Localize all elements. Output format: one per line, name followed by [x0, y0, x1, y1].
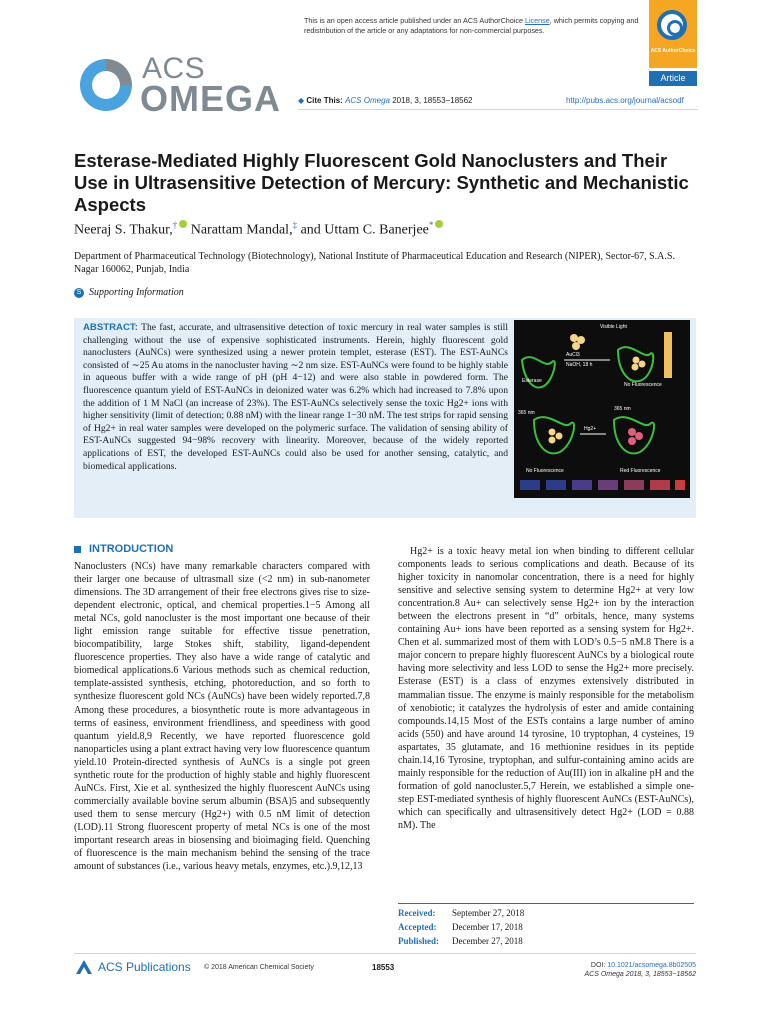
toc-aucl-label: AuCl3	[566, 352, 580, 358]
section-marker-icon	[74, 546, 81, 553]
intro-column-right: Hg2+ is a toxic heavy metal ion when binding to different cellular components leads to serious complications and death. Because of its higher toxicity in nanomolar concentration, there is a need for highly sensitive and selective sensing system to determine Hg2+ at very low concentration.8 Au+ can selectively sense Hg2+ ion by the interaction between the electrons present in “d” orbitals, hence, many systems containing Au+ ions have been reported as a sensing system for Hg2+. Chen et al. summarized most of them with LOD’s 0.5−5 nM.8 There is a major concern to prepare highly fluorescent AuNCs by a biological route having more selectivity and less LOD to sense the Hg2+ more precisely. Esterase (EST) is a class of enzymes extensively distributed in mammalian tissue. The enzyme is mainly responsible for the metabolism of xenobiotic; it catalyzes the hydrolysis of ester and amide containing compounds.14,15 Most of the ESTs contains a large number of amino acids (550) and have around 14 tyrosine, 10 tryptophan, 4 cysteines, 19 aspartates, 35 glutamate, and 16 methionine residues in its peptide chain.14,16 Tyrosine, tryptophan, and sulfur-containing amino acids are mainly responsible for the reduction of Au(III) ion in alkaline pH and the formation of gold nanocluster.5,7 Herein, we established a simple one-step EST-mediated synthesis of highly fluorescent AuNCs (EST-AuNCs), which can specifically and ultrasensitively detect Hg2+ (LOD = 0.88 nM). The	[398, 546, 694, 831]
cite-icon: ◆	[298, 96, 307, 105]
orcid-icon[interactable]	[179, 220, 187, 228]
license-notice: This is an open access article published under an ACS AuthorChoice License, which permits copying and redistribution of the article or any adaptations for non-commercial purposes.	[304, 16, 639, 35]
doi-info: DOI: 10.1021/acsomega.8b02505 ACS Omega 2018, 3, 18553−18562	[584, 962, 696, 978]
page-number: 18553	[372, 963, 395, 972]
toc-au-atom	[570, 334, 578, 342]
toc-365-right: 365 nm	[614, 406, 631, 412]
toc-esterase-label: Esterase	[522, 378, 542, 384]
intro-column-left: Nanoclusters (NCs) have many remarkable characters compared with their larger one because of ultrasmall size (<2 nm) in sub-nanometer dimensions. The 3D arrangement of their free electrons gives rise to size-dependent electronic, optical, and chemical properties.1−5 Among all metal NCs, gold nanocluster is the most important one because of their light emission range suitable for effective tissue penetration, biocompatibility, large Stokes shift, stability, ligand-dependent fluorescence properties. They also have a wide range of catalytic and biomedical applications.6 Various methods such as chemical reduction, template-assisted synthesis, etching, photoreduction, and so forth to synthesize fluorescent gold NCs (AuNCs) have been widely reported.7,8 Among these procedures, a biosynthetic route is more advantageous in terms of easiness, environment friendliness, and speediness with good quantum yield.8,9 Recently, we have reported fluorescence gold nanoparticles using a plant extract having very low fluorescence quantum yield.10 Protein-directed synthesis of AuNCs is a single pot green synthetic route for the production of highly stable and highly fluorescent AuNCs. First, Xie et al. synthesized the highly fluorescent AuNCs using commercially available bovine serum albumin (BSA)5 and subsequently used them to sense mercury (Hg2+) with 0.5 nM limit of detection (LOD).11 Strong fluorescent property of metal NCs is one of the most important research areas in biosensing and bioimaging field. Quenching of fluorescence is the main mechanism behind the sensing of the trace amount of substances (i.e., various heavy metals, enzymes, etc.).9,12,13	[74, 561, 370, 873]
author-name[interactable]: and Uttam C. Banerjee	[300, 222, 429, 238]
author-name[interactable]: Narattam Mandal,	[190, 222, 293, 238]
journal-url[interactable]: http://pubs.acs.org/journal/acsodf	[566, 96, 684, 105]
toc-365-left: 365 nm	[518, 410, 535, 416]
orcid-icon[interactable]	[435, 220, 443, 228]
toc-red-fluor: Red Fluorescence	[620, 468, 661, 474]
toc-naoh-label: NaOH, 18 h	[566, 362, 593, 368]
abstract-text: ABSTRACT: The fast, accurate, and ultrasensitive detection of toxic mercury in real water samples is still challenging without the use of expensive sophisticated instruments. Herein, highly fluorescent gold nanoclusters (AuNCs) were synthesized using a newer protein templet, esterase (EST). The EST-AuNCs consisted of ∼25 Au atoms in the nanocluster having ∼2 nm size. EST-AuNCs were found to be highly stable in aqueous buffer with a wide range of pH (pH 4−12) and were also stable in powdered form. The fluorescence quantum yield of EST-AuNCs in deionized water was 6.2% which had increased to 7.8% upon the addition of 1 M NaCl (an increase of 23%). The EST-AuNCs selectively sense the toxic Hg2+ ions with higher sensitivity (limit of detection; 0.88 nM) with the linear range 1−30 nM. The test strips for rapid sensing of Hg2+ in real water samples were developed on the polymeric surface. The validation of sensing ability of EST-AuNCs suggested 94−98% recovery with linearity. Moreover, because of the widely reported applications of EST, the developed EST-AuNCs could also be used for another sensing, catalytic, and biomedical applications.	[83, 322, 508, 472]
logo-omega-text: OMEGA	[140, 78, 282, 119]
toc-graphic	[514, 320, 690, 498]
acs-omega-logo-icon	[76, 55, 136, 113]
article-dates: Received: September 27, 2018 Accepted: December 17, 2018 Published: December 27, 2018	[398, 908, 525, 946]
toc-vial	[664, 332, 672, 378]
published-date: December 27, 2018	[452, 936, 523, 946]
acs-publications-label[interactable]: ACS Publications	[98, 960, 191, 974]
toc-au-atom	[572, 342, 580, 350]
toc-hg-label: Hg2+	[584, 426, 597, 432]
authorchoice-icon	[657, 10, 687, 40]
section-heading-introduction: INTRODUCTION	[74, 543, 173, 555]
header-divider	[298, 109, 698, 110]
logo-acs-text: ACS	[142, 52, 206, 85]
toc-no-fluor-bottom: No Fluorescence	[526, 468, 564, 474]
received-date: September 27, 2018	[452, 908, 525, 918]
cite-line[interactable]: ◆ Cite This: ACS Omega 2018, 3, 18553−18562	[298, 96, 473, 105]
license-link[interactable]: License	[524, 16, 550, 25]
doi-link[interactable]: 10.1021/acsomega.8b02505	[607, 962, 696, 969]
affiliation: Department of Pharmaceutical Technology (Biotechnology), National Institute of Pharmaceutical Education and Research (NIPER), Sector-67, S.A.S. Nagar 160062, Punjab, India	[74, 251, 675, 275]
copyright: © 2018 American Chemical Society	[204, 964, 314, 971]
toc-no-fluor-top: No Fluorescence	[624, 382, 662, 388]
acs-publications-logo-icon	[74, 958, 94, 976]
author-list: Neeraj S. Thakur,† Narattam Mandal,‡ and Uttam C. Banerjee*	[74, 220, 443, 239]
toc-visible-light-label: Visible Light	[600, 324, 627, 330]
authorchoice-badge[interactable]: ACS AuthorChoice	[649, 0, 697, 68]
supporting-information-link[interactable]: S Supporting Information	[74, 287, 184, 298]
article-title: Esterase-Mediated Highly Fluorescent Gold Nanoclusters and Their Use in Ultrasensitive Detection of Mercury: Synthetic and Mechanistic Aspects	[74, 150, 689, 215]
accepted-date: December 17, 2018	[452, 922, 523, 932]
footer-divider	[74, 953, 696, 954]
article-type-tab: Article	[649, 71, 697, 86]
dates-divider	[398, 903, 694, 904]
supporting-info-icon: S	[74, 288, 84, 298]
author-name[interactable]: Neeraj S. Thakur,	[74, 222, 173, 238]
